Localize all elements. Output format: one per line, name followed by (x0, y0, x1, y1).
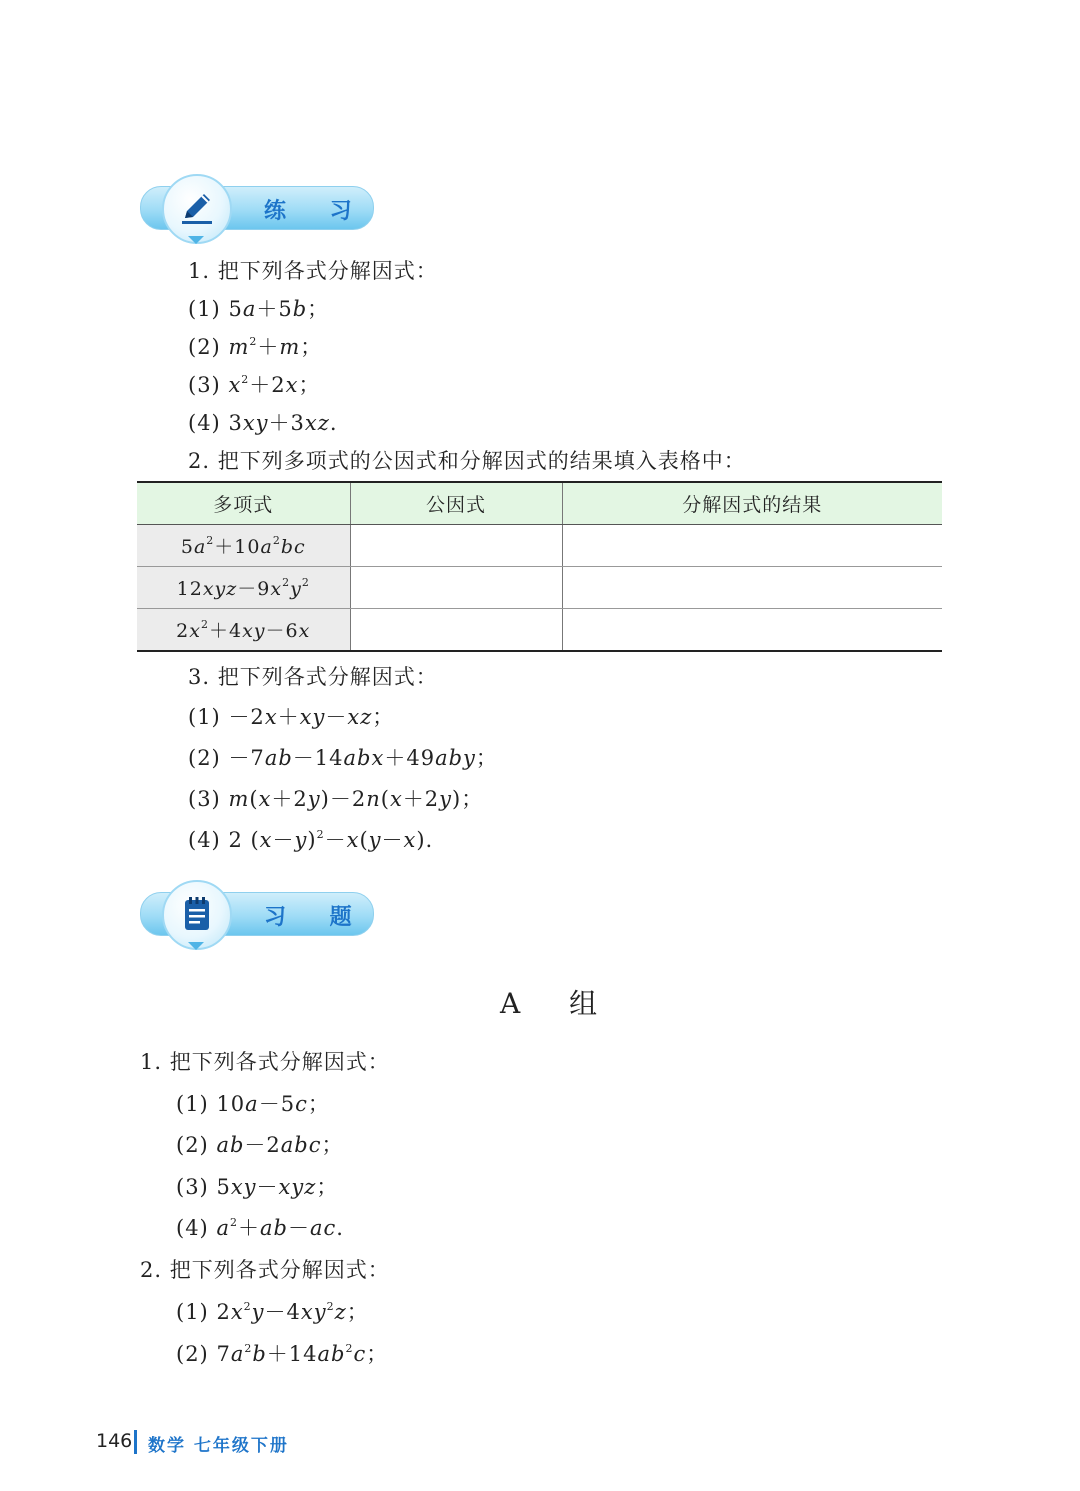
math-expression: m(x＋2y)－2n(x＋2y)； (228, 787, 484, 811)
practice-q1-item-1 (188, 295, 329, 323)
math-expression: 10a－5c； (216, 1092, 330, 1116)
table-row (137, 525, 942, 567)
item-number: (4) (188, 828, 221, 852)
math-expression: $m^2+m$； (228, 335, 323, 359)
factor-table (137, 481, 942, 652)
practice-q1-item-2 (188, 333, 322, 361)
group-title: A 组 (500, 987, 618, 1020)
column-header: 公因式 (350, 482, 562, 525)
banner-pointer (188, 236, 204, 244)
item-number: (3) (188, 787, 221, 811)
banner-pointer (188, 942, 204, 950)
pencil-icon (177, 188, 217, 228)
banner-badge (162, 174, 232, 244)
notepad-icon (177, 894, 217, 934)
exercise-q2-item-2 (176, 1340, 388, 1368)
banner-badge (162, 880, 232, 950)
item-number: (3) (188, 373, 221, 397)
question-stem: 把下列各式分解因式： (217, 259, 438, 283)
exercise-q1-item-3 (176, 1173, 338, 1201)
exercise-q1-item-4 (176, 1214, 344, 1242)
exercise-q1 (140, 1048, 390, 1076)
item-number: (2) (188, 746, 221, 770)
math-expression: $7a^2b+14ab^2c$； (216, 1342, 389, 1366)
question-number: 2. (140, 1258, 163, 1282)
result-cell[interactable] (562, 609, 942, 652)
math-expression: $x^2+2x$； (228, 373, 321, 397)
common-factor-cell[interactable] (350, 525, 562, 567)
exercises-banner (136, 878, 376, 954)
question-number: 1. (188, 259, 211, 283)
practice-q3-item-1 (188, 703, 394, 731)
question-stem: 把下列各式分解因式： (169, 1258, 390, 1282)
item-number: (1) (188, 705, 221, 729)
math-expression: －7ab－14abx＋49aby； (228, 746, 498, 770)
item-number: (2) (188, 335, 221, 359)
exercise-q1-item-2 (176, 1131, 344, 1159)
exercise-q2-item-1 (176, 1298, 369, 1326)
polynomial-cell: $12xyz-9x^2y^2$ (137, 567, 350, 609)
table-row (137, 567, 942, 609)
result-cell[interactable] (562, 525, 942, 567)
practice-banner-label: 练 习 (264, 199, 370, 224)
item-number: (2) (176, 1133, 209, 1157)
math-expression: $2x^2y-4xy^2z$； (216, 1300, 369, 1324)
book-title: 数学 七年级下册 (148, 1436, 289, 1456)
question-number: 1. (140, 1050, 163, 1074)
practice-q2 (188, 447, 746, 475)
column-header: 分解因式的结果 (562, 482, 942, 525)
math-expression: 2 $(x-y)^2-x(y-x)$. (228, 828, 434, 852)
question-stem: 把下列多项式的公因式和分解因式的结果填入表格中： (217, 449, 746, 473)
math-expression: 3xy＋3xz. (228, 411, 338, 435)
polynomial-cell: $5a^2+10a^2bc$ (137, 525, 350, 567)
practice-q1-item-4 (188, 409, 338, 437)
practice-q1 (188, 257, 438, 285)
practice-q3 (188, 663, 438, 691)
question-number: 2. (188, 449, 211, 473)
common-factor-cell[interactable] (350, 609, 562, 652)
item-number: (1) (176, 1300, 209, 1324)
math-expression: ab－2abc； (216, 1133, 344, 1157)
item-number: (3) (176, 1175, 209, 1199)
polynomial-cell: $2x^2+4xy-6x$ (137, 609, 350, 652)
practice-q3-item-3 (188, 785, 483, 813)
column-header: 多项式 (137, 482, 350, 525)
result-cell[interactable] (562, 567, 942, 609)
item-number: (4) (188, 411, 221, 435)
exercises-banner-label: 习 题 (264, 905, 370, 930)
question-stem: 把下列各式分解因式： (169, 1050, 390, 1074)
page-number: 146 (96, 1430, 133, 1452)
math-expression: －2x＋xy－xz； (228, 705, 395, 729)
item-number: (1) (188, 297, 221, 321)
math-expression: $a^2+ab-ac$. (216, 1216, 344, 1240)
common-factor-cell[interactable] (350, 567, 562, 609)
math-expression: 5a＋5b； (228, 297, 330, 321)
item-number: (4) (176, 1216, 209, 1240)
table-row (137, 609, 942, 652)
question-stem: 把下列各式分解因式： (217, 665, 438, 689)
exercise-q1-item-1 (176, 1090, 330, 1118)
footer-divider (134, 1430, 137, 1454)
item-number: (2) (176, 1342, 209, 1366)
practice-q3-item-2 (188, 744, 498, 772)
table-header-row (137, 482, 942, 525)
math-expression: 5xy－xyz； (216, 1175, 339, 1199)
practice-q1-item-3 (188, 371, 321, 399)
question-number: 3. (188, 665, 211, 689)
exercise-q2 (140, 1256, 390, 1284)
item-number: (1) (176, 1092, 209, 1116)
practice-q3-item-4 (188, 826, 433, 854)
practice-banner (136, 172, 376, 248)
